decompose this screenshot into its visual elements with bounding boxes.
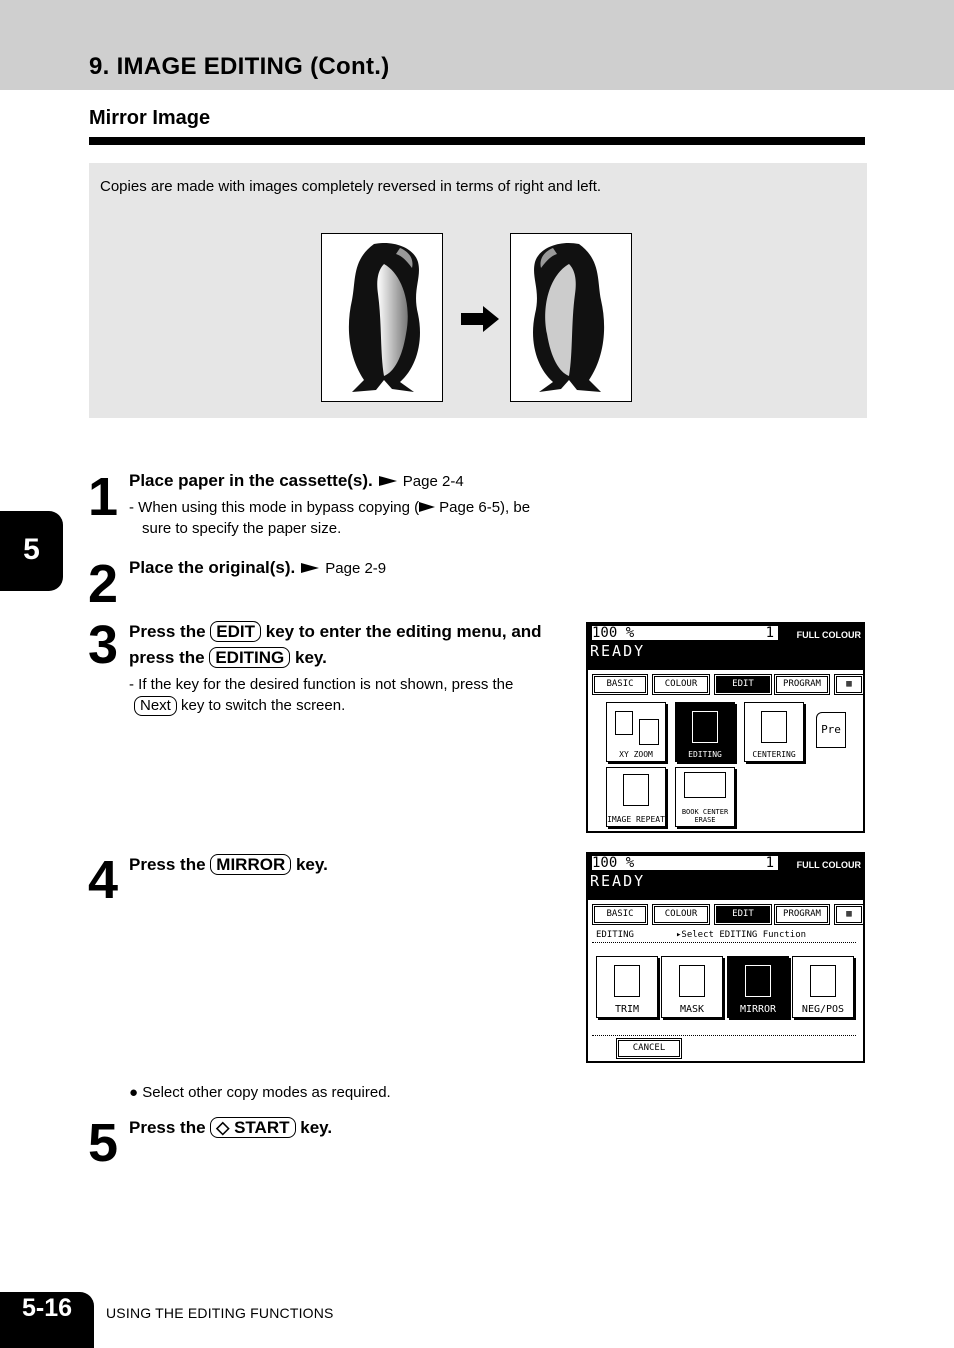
touch-panel-screen-1 [586,622,865,833]
step-1-note: - When using this mode in bypass copying ( [129,499,420,516]
step-1-note-2: sure to specify the paper size. [142,520,342,537]
bullet-text: Select other copy modes as required. [142,1084,391,1101]
start-diamond-icon: ◇ [216,1118,230,1137]
document-icon [761,711,787,743]
image-repeat-label: IMAGE REPEAT [607,815,665,824]
bullet-note [129,1082,391,1103]
xy-zoom-button[interactable] [606,702,666,762]
step-1 [129,471,589,539]
mirror-button[interactable] [727,956,789,1018]
step-4-text-2: key. [295,855,328,874]
zoom-field [592,856,778,870]
image-repeat-button[interactable] [606,767,666,827]
prompt-text: ▸Select EDITING Function [676,930,807,940]
step-3-text-3: press the [129,648,205,667]
editing-key[interactable]: EDITING [209,647,290,668]
centering-button[interactable] [744,702,804,762]
step-number-5: 5 [88,1113,119,1173]
neg-pos-button[interactable] [792,956,854,1018]
section-title: Mirror Image [89,107,211,129]
tab-program[interactable]: PROGRAM [776,676,828,693]
trim-button[interactable] [596,956,658,1018]
touch-panel-screen-2 [586,852,865,1063]
document-icon [614,965,640,997]
intro-text: Copies are made with images completely reversed in terms of right and left. [100,178,602,195]
penguin-icon [322,234,442,401]
editing-button[interactable] [675,702,735,762]
tab-colour[interactable]: COLOUR [654,676,708,693]
penguin-mirrored-icon [511,234,631,401]
ready-status: READY [590,642,646,660]
trim-label: TRIM [614,1004,640,1015]
page-ref-arrow-icon [419,502,435,512]
status-bar [588,624,863,670]
document-icon [745,965,771,997]
mirror-label: MIRROR [739,1004,777,1015]
tab-basic[interactable]: BASIC [594,676,646,693]
step-3-text-2: key to enter the editing menu, and [265,622,542,641]
full-colour-indicator: FULL COLOUR [796,630,861,640]
tab-program[interactable]: PROGRAM [776,906,828,923]
original-image [321,233,443,402]
divider [592,942,856,943]
next-key[interactable]: Next [134,696,177,716]
status-bar [588,854,863,900]
step-1-ref: Page 2-4 [402,473,464,490]
mask-button[interactable] [661,956,723,1018]
copy-count: 1 [765,625,774,641]
footer-text: USING THE EDITING FUNCTIONS [106,1305,334,1321]
step-number-3: 3 [88,615,119,675]
ready-status: READY [590,872,646,890]
breadcrumb: EDITING [596,930,634,940]
edit-key[interactable]: EDIT [210,621,261,642]
start-key[interactable] [210,1117,295,1138]
section-rule [89,137,865,145]
tab-keypad[interactable] [836,676,862,693]
preset-button[interactable]: Pre [816,712,846,748]
editing-label: EDITING [688,750,722,759]
centering-label: CENTERING [752,750,796,759]
mask-label: MASK [679,1004,705,1015]
step-2 [129,558,386,579]
step-4 [129,854,328,875]
document-icon [810,965,836,997]
step-3-text: Press the [129,622,206,641]
page-ref-arrow-icon [379,476,397,486]
book-icon [684,772,726,798]
mirrored-image [510,233,632,402]
book-center-erase-button[interactable] [675,767,735,827]
mirror-key[interactable]: MIRROR [210,854,291,875]
document-icon [692,711,718,743]
chapter-number: 5 [23,533,40,566]
step-5 [129,1117,332,1138]
document-icon [679,965,705,997]
step-3-text-4: key. [295,648,327,667]
intro-box [89,163,867,418]
step-1-title: Place paper in the cassette(s). [129,471,373,490]
mode-tabs [590,906,862,924]
step-3-note: - If the key for the desired function is not shown, press the [129,676,514,693]
tab-edit[interactable]: EDIT [716,906,770,923]
zoom-readout: 100 % [592,855,635,871]
tab-edit[interactable]: EDIT [716,676,770,693]
arrow-right-icon [461,306,499,337]
document-icon [615,711,633,735]
page-number: 5-16 [21,1294,73,1322]
step-1-note-ref: Page 6-5), be [439,499,531,516]
page-number-box [0,1292,94,1348]
page-title: 9. IMAGE EDITING (Cont.) [89,53,390,80]
document-icon [639,719,659,745]
step-5-text: Press the [129,1118,206,1137]
step-3-note-2: key to switch the screen. [181,697,346,714]
divider [592,1035,856,1036]
step-3 [129,619,573,716]
step-number-4: 4 [88,850,119,910]
step-5-text-2: key. [300,1118,333,1137]
step-4-text: Press the [129,855,206,874]
keypad-icon: ▦ [846,909,852,919]
zoom-readout: 100 % [592,625,635,641]
mode-tabs [590,676,862,694]
copy-count: 1 [765,855,774,871]
xy-zoom-label: XY ZOOM [619,750,653,759]
keypad-icon: ▦ [846,679,852,689]
full-colour-indicator: FULL COLOUR [796,860,861,870]
start-key-label: START [234,1118,290,1137]
tab-colour[interactable]: COLOUR [654,906,708,923]
neg-pos-label: NEG/POS [801,1004,845,1015]
step-2-ref: Page 2-9 [325,560,387,577]
tab-keypad[interactable] [836,906,862,923]
step-number-1: 1 [88,467,119,527]
bullet-icon: ● [129,1084,139,1101]
document-icon [623,774,649,806]
step-number-2: 2 [88,554,119,614]
page-ref-arrow-icon [301,563,319,573]
book-center-erase-label: BOOK CENTER ERASE [681,808,729,824]
zoom-field [592,626,778,640]
chapter-tab [0,511,63,591]
cancel-button[interactable]: CANCEL [618,1040,680,1057]
tab-basic[interactable]: BASIC [594,906,646,923]
step-2-title: Place the original(s). [129,558,296,577]
